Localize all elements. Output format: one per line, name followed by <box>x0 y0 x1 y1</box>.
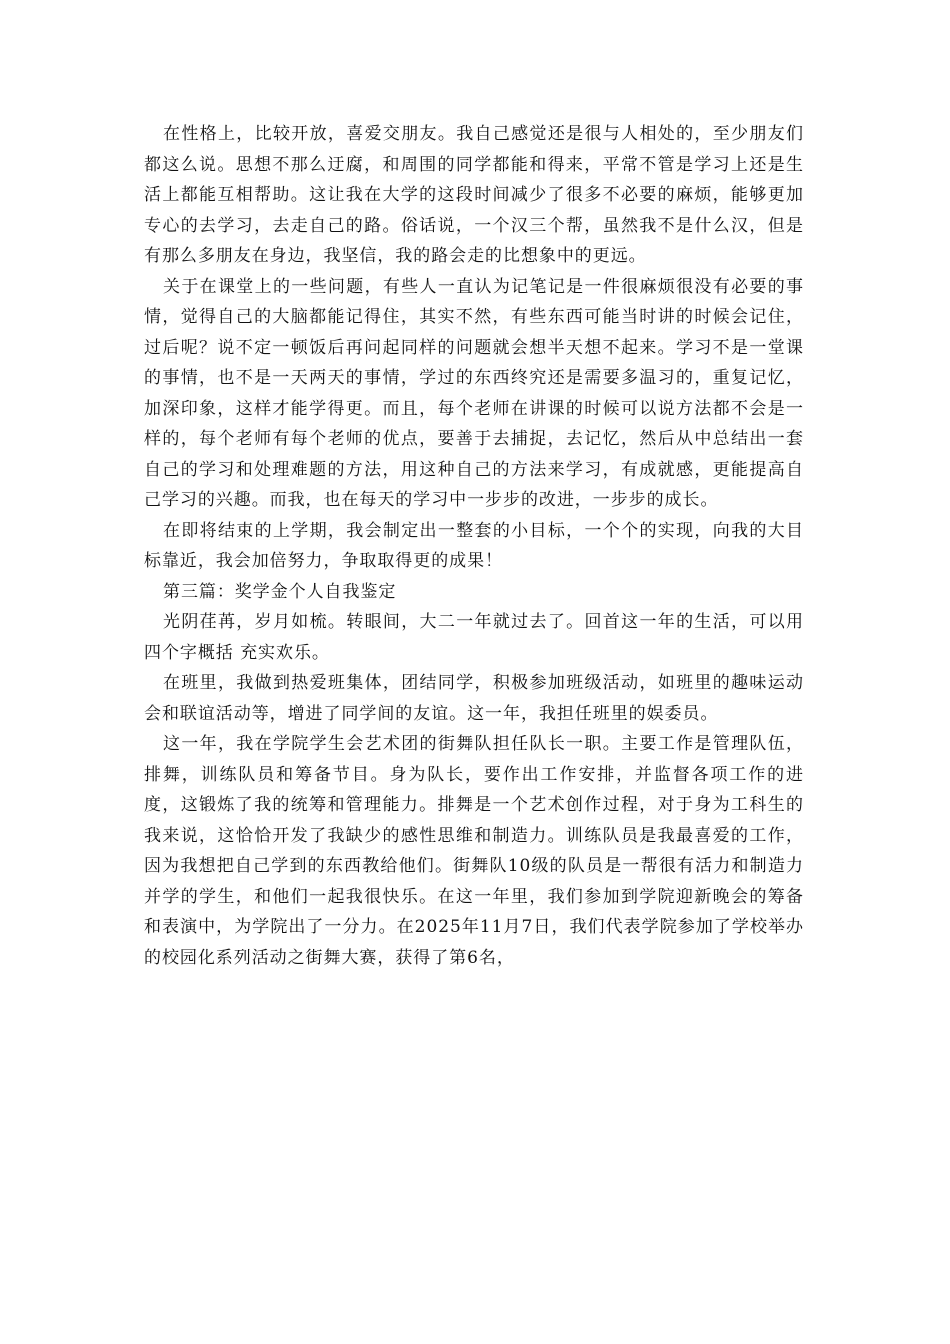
paragraph-class-activities: 在班里，我做到热爱班集体，团结同学，积极参加班级活动，如班里的趣味运动会和联谊活动等，增进了同学间的友谊。这一年，我担任班里的娱委员。 <box>144 673 804 724</box>
document-body <box>144 119 804 973</box>
paragraph-goals: 在即将结束的上学期，我会制定出一整套的小目标，一个个的实现，向我的大目标靠近，我会加倍努力，争取取得更的成果！ <box>144 520 804 571</box>
section-heading: 第三篇：奖学金个人自我鉴定 <box>163 581 397 602</box>
paragraph-personality: 在性格上，比较开放，喜爱交朋友。我自己感觉还是很与人相处的，至少朋友们都这么说。思想不那么迂腐，和周围的同学都能和得来，平常不管是学习上还是生活上都能互相帮助。这让我在大学的这段时间减少了很多不必要的麻烦，能够更加专心的去学习，去走自己的路。俗话说，一个汉三个帮，虽然我不是什么汉，但是有那么多朋友在身边，我坚信，我的路会走的比想象中的更远。 <box>144 124 804 266</box>
paragraph-dance-team: 这一年，我在学院学生会艺术团的街舞队担任队长一职。主要工作是管理队伍，排舞，训练队员和筹备节目。身为队长，要作出工作安排，并监督各项工作的进度，这锻炼了我的统筹和管理能力。排舞是一个艺术创作过程，对于身为工科生的我来说，这恰恰开发了我缺少的感性思维和制造力。训练队员是我最喜爱的工作，因为我想把自己学到的东西教给他们。街舞队10级的队员是一帮很有活力和制造力并学的学生，和他们一起我很快乐。在这一年里，我们参加到学院迎新晚会的筹备和表演中，为学院出了一分力。在2025年11月7日，我们代表学院参加了学校举办的校园化系列活动之街舞大赛，获得了第6名， <box>144 734 804 968</box>
paragraph-year-review: 光阴荏苒，岁月如梳。转眼间，大二一年就过去了。回首这一年的生活，可以用四个字概括 充实欢乐。 <box>144 612 804 663</box>
paragraph-note-taking: 关于在课堂上的一些问题，有些人一直认为记笔记是一件很麻烦很没有必要的事情，觉得自己的大脑都能记得住，其实不然，有些东西可能当时讲的时候会记住，过后呢？说不定一顿饭后再问起同样的问题就会想半天想不起来。学习不是一堂课的事情，也不是一天两天的事情，学过的东西终究还是需要多温习的，重复记忆，加深印象，这样才能学得更。而且，每个老师在讲课的时候可以说方法都不会是一样的，每个老师有每个老师的优点，要善于去捕捉，去记忆，然后从中总结出一套自己的学习和处理难题的方法，用这种自己的方法来学习，有成就感，更能提高自己学习的兴趣。而我，也在每天的学习中一步步的改进，一步步的成长。 <box>144 276 804 510</box>
